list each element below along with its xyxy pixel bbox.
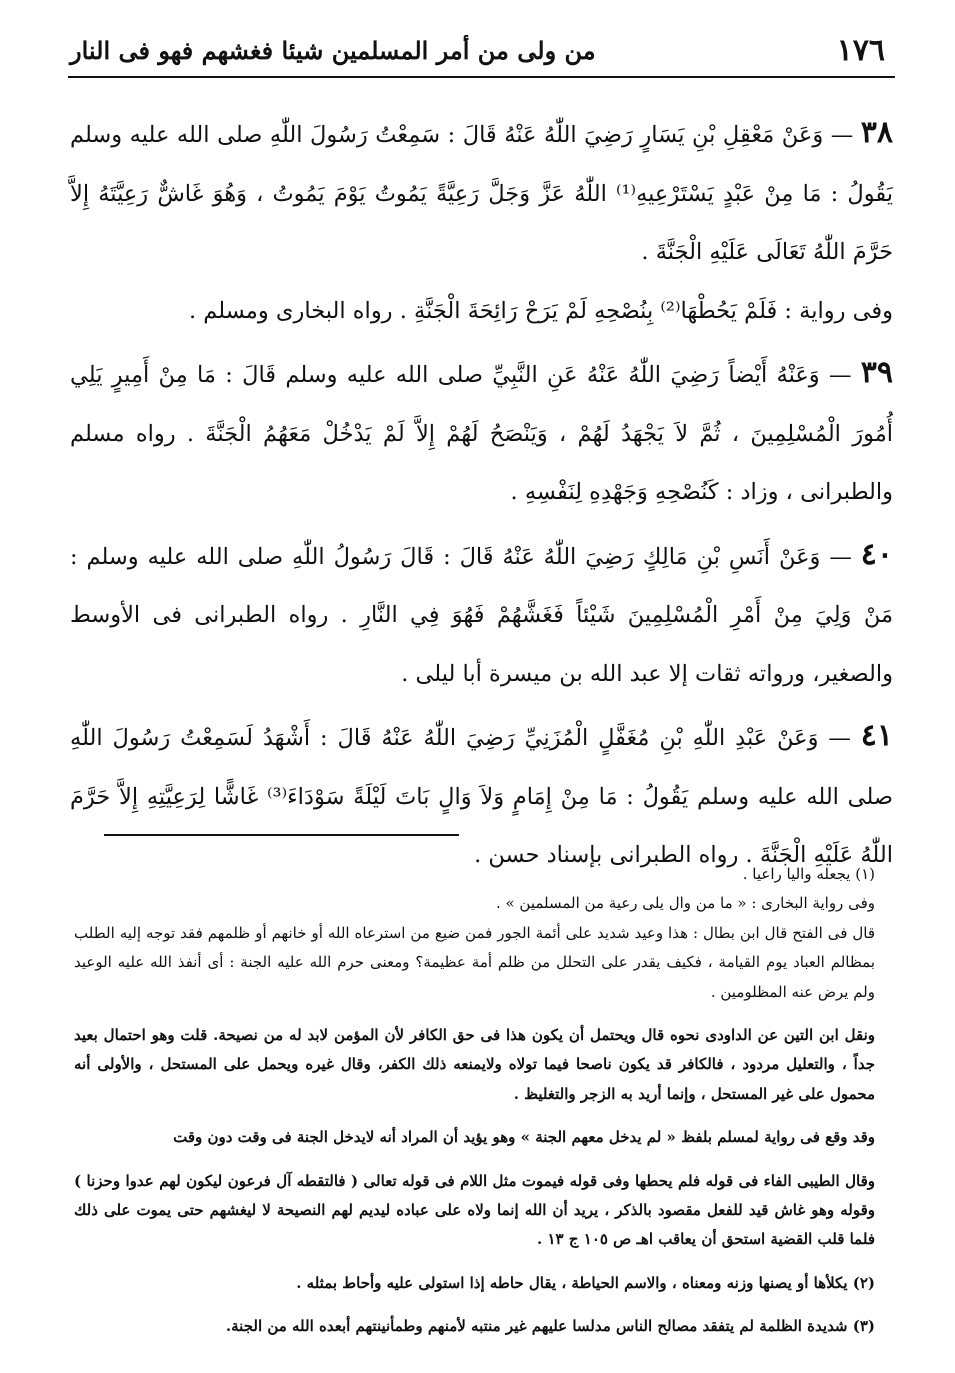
hadith-number: ٣٩ — [860, 355, 893, 390]
footnotes — [74, 860, 875, 1342]
footnote-1-paragraph: وقد وقع فى رواية لمسلم بلفظ « لم يدخل معهم الجنة » وهو يؤيد أن المراد أنه لايدخل الجنة فى وقت دون وقت — [173, 1128, 875, 1147]
hadith-41 — [70, 707, 893, 885]
hadith-text: — وَعَنْ مَعْقِلِ بْنِ يَسَارٍ رَضِيَ اللّٰهُ عَنْهُ قَالَ : سَمِعْتُ رَسُولَ اللّٰهِ صلى الله عليه وسلم يَقُولُ : مَا مِنْ عَبْدٍ يَسْتَرْعِيهِ⁽¹⁾ اللّٰهُ عَزَّ وَجَلَّ رَعِيَّةً يَمُوتُ يَوْمَ يَمُوتُ ، وَهُوَ غَاشٌّ رَعِيَّتَهُ إِلاَّ حَرَّمَ اللّٰهُ تَعَالَى عَلَيْهِ الْجَنَّةَ . — [70, 122, 893, 265]
hadith-text: — وَعَنْ أَنَسِ بْنِ مَالِكٍ رَضِيَ اللّٰهُ عَنْهُ قَالَ : قَالَ رَسُولُ اللّٰهِ صلى الله عليه وسلم : مَنْ وَلِيَ مِنْ أَمْرِ الْمُسْلِمِينَ شَيْئاً فَغَشَّهُمْ فَهُوَ فِي النَّارِ . رواه الطبرانى فى الأوسط والصغير، ورواته ثقات إلا عبد الله بن ميسرة أبا ليلى . — [70, 543, 893, 687]
hadith-number: ٣٨ — [860, 115, 893, 150]
running-title: من ولى من أمر المسلمين شيئا فغشهم فهو فى النار — [70, 35, 596, 65]
hadith-number: ٤٠ — [860, 536, 893, 572]
footnote-1-line: (١) يجعله واليا راعيا . — [742, 865, 875, 883]
footnote-1-paragraph: ونقل ابن التين عن الداودى نحوه قال ويحتمل أن يكون هذا فى حق الكافر لأن المؤمن لابد له من نصيحة. قلت وهو احتمال بعيد جداً ، والتعليل مردود ، فالكافر قد يكون ناصحا فيما تولاه ولايمنعه ذلك الكفر، وقال غيره ويحمل على المستحل ، والأولى أنه محمول على غير المستحل ، وإنما أريد به الزجر والتغليظ . — [74, 1026, 875, 1103]
header-divider — [68, 76, 895, 78]
hadith-40 — [70, 526, 893, 704]
hadith-38-variant: وفى رواية : فَلَمْ يَحُطْهَا⁽²⁾ بِنُصْحِهِ لَمْ يَرَحْ رَائِحَةَ الْجَنَّةِ . رواه البخارى ومسلم . — [189, 297, 893, 324]
footnote-1-line: قال فى الفتح قال ابن بطال : هذا وعيد شديد على أئمة الجور فمن ضيع من استرعاه الله أو خانهم أو ظلمهم فقد توجه إليه الطلب بمظالم العباد يوم القيامة ، فكيف يقدر على التحلل من ظلم أمة عظيمة؟ ومعنى حرم الله عليه الجنة : أى أنفذ الله عليه الوعيد ولم يرض عنه المظلومين . — [74, 923, 875, 1001]
hadith-39 — [70, 344, 893, 522]
footnote-3: (٣) شديدة الظلمة لم يتفقد مصالح الناس مدلسا عليهم غير منتبه لأمنهم وطمأنينتهم أبعده الله من الجنة. — [225, 1317, 875, 1336]
footnote-2: (٢) يكلأها أو يصنها وزنه ومعناه ، والاسم الحياطة ، يقال حاطه إذا استولى عليه وأحاط بمثله . — [296, 1273, 875, 1292]
hadith-text: — وَعَنْ عَبْدِ اللّٰهِ بْنِ مُغَفَّلٍ الْمُزَنِيِّ رَضِيَ اللّٰهُ عَنْهُ قَالَ : أَشْهَدُ لَسَمِعْتُ رَسُولَ اللّٰهِ صلى الله عليه وسلم يَقُولُ : مَا مِنْ إِمَامٍ وَلاَ وَالٍ بَاتَ لَيْلَةً سَوْدَاءَ⁽³⁾ غَاشًّا لِرَعِيَّتِهِ إِلاَّ حَرَّمَ اللّٰهُ عَلَيْهِ الْجَنَّةَ . رواه الطبرانى بإسناد حسن . — [70, 725, 893, 868]
footnote-divider — [104, 834, 459, 836]
hadith-text: — وَعَنْهُ أَيْضاً رَضِيَ اللّٰهُ عَنْهُ عَنِ النَّبِيِّ صلى الله عليه وسلم قَالَ : مَا مِنْ أَمِيرٍ يَلِي أُمُورَ الْمُسْلِمِينَ ، ثُمَّ لاَ يَجْهَدُ لَهُمْ ، وَيَنْصَحُ لَهُمْ إِلاَّ لَمْ يَدْخُلْ مَعَهُمُ الْجَنَّةَ . رواه مسلم والطبرانى ، وزاد : كَنُصْحِهِ وَجَهْدِهِ لِنَفْسِهِ . — [70, 362, 893, 505]
hadith-number: ٤١ — [860, 718, 894, 753]
footnote-1-paragraph: وقال الطيبى الفاء فى قوله فلم يحطها وفى قوله فيموت مثل اللام فى قوله تعالى ( فالتقطه آل فرعون ليكون لهم عدوا وحزنا ) وقوله وهو غاش قيد للفعل مقصود بالذكر ، يريد أن الله إنما ولاه على عباده ليديم لهم النصيحة لا ليغشهم حتى يموت على ذلك فلما قلب القضية استحق أن يعاقب اهـ ص ١٠٥ ج ١٣ . — [74, 1171, 875, 1249]
hadith-38 — [70, 104, 893, 282]
main-text — [70, 104, 893, 885]
footnote-1-line: وفى رواية البخارى : « ما من وال يلى رعية من المسلمين » . — [495, 894, 875, 913]
page-header — [70, 28, 885, 72]
page-number: ١٧٦ — [836, 32, 885, 68]
